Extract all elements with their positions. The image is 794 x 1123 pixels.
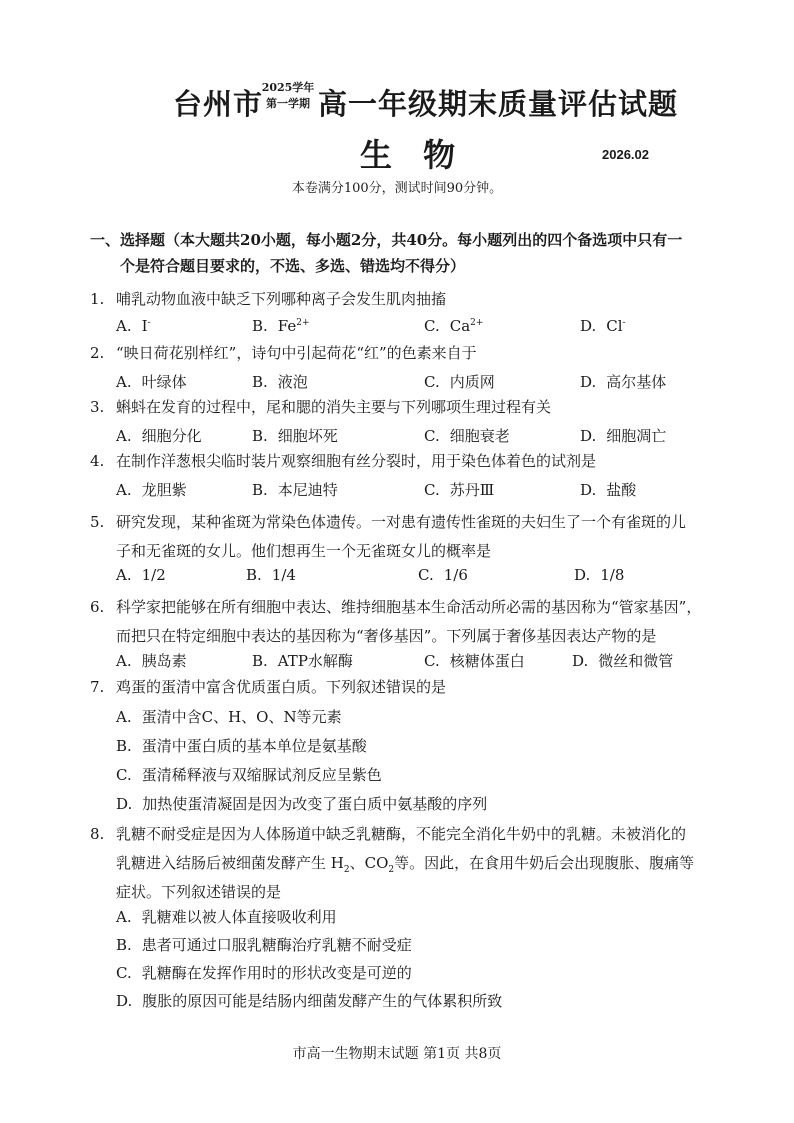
question-stem: 鸡蛋的蛋清中富含优质蛋白质。下列叙述错误的是 <box>116 678 447 696</box>
section-heading <box>90 227 720 279</box>
question-1 <box>90 289 720 309</box>
option-a: A. 蛋清中含C、H、O、N等元素 <box>116 708 342 726</box>
question-stem: “映日荷花别样红”，诗句中引起荷花“红”的色素来自于 <box>116 344 477 362</box>
option-c: C. $Ca^{2+}$ <box>424 317 484 335</box>
section-heading-line1: 一、选择题（本大题共20小题，每小题2分，共40分。每小题列出的四个备选项中只有一 <box>90 231 683 249</box>
question-number: 6. <box>90 598 105 616</box>
question-stem-line2: 子和无雀斑的女儿。他们想再生一个无雀斑女儿的概率是 <box>116 542 492 560</box>
option-c: C. 苏丹Ⅲ <box>424 481 495 499</box>
question-5 <box>90 508 720 566</box>
option-a: A. 1/2 <box>116 566 166 584</box>
option-b: B. 本尼迪特 <box>252 481 338 499</box>
question-stem-line2: 而把只在特定细胞中表达的基因称为“奢侈基因”。下列属于奢侈基因表达产物的是 <box>116 627 657 645</box>
option-b: B. $Fe^{2+}$ <box>252 317 310 335</box>
option-a: A. 乳糖难以被人体直接吸收利用 <box>116 908 337 926</box>
option-b: B. 细胞坏死 <box>252 427 338 445</box>
question-stem-line2: 乳糖进入结肠后被细菌发酵产生 $H_2$、$CO_2$等。因此，在食用牛奶后会出现腹胀、腹痛等 <box>116 854 695 875</box>
school-year: 2025学年 <box>261 81 315 94</box>
question-stem: 蝌蚪在发育的过程中，尾和腮的消失主要与下列哪项生理过程有关 <box>116 398 552 416</box>
option-d: D. 微丝和微管 <box>572 652 674 670</box>
exam-name: 高一年级期末质量评估试题 <box>318 87 679 121</box>
exam-title <box>0 80 794 130</box>
option-c: C. 乳糖酶在发挥作用时的形状改变是可逆的 <box>116 964 412 982</box>
question-7 <box>90 677 720 697</box>
question-stem-line1: 科学家把能够在所有细胞中表达、维持细胞基本生命活动所必需的基因称为“管家基因”， <box>116 598 702 616</box>
question-4 <box>90 451 720 471</box>
city-name: 台州市 <box>173 87 264 121</box>
question-stem-line1: 研究发现，某种雀斑为常染色体遗传。一对患有遗传性雀斑的夫妇生了一个有雀斑的儿 <box>116 513 687 531</box>
semester: 第一学期 <box>266 97 310 110</box>
question-2 <box>90 343 720 363</box>
option-c: C. 核糖体蛋白 <box>424 652 525 670</box>
option-a: A. I- <box>116 317 151 335</box>
option-b: B. 蛋清中蛋白质的基本单位是氨基酸 <box>116 737 367 755</box>
option-d: D. Cl- <box>580 317 626 335</box>
question-3 <box>90 397 720 417</box>
question-number: 2. <box>90 344 105 362</box>
option-a: A. 龙胆紫 <box>116 481 187 499</box>
question-number: 3. <box>90 398 105 416</box>
option-a: A. 细胞分化 <box>116 427 202 445</box>
option-c: C. 细胞衰老 <box>424 427 510 445</box>
exam-date: 2026.02 <box>602 147 649 162</box>
option-d: D. 高尔基体 <box>580 373 667 391</box>
question-stem: 在制作洋葱根尖临时装片观察细胞有丝分裂时，用于染色体着色的试剂是 <box>116 452 597 470</box>
question-8 <box>90 820 720 907</box>
option-b: B. 1/4 <box>246 566 296 584</box>
exam-note: 本卷满分100分，测试时间90分钟。 <box>291 181 503 196</box>
option-c: C. 内质网 <box>424 373 495 391</box>
question-number: 7. <box>90 678 105 696</box>
subject-title: 生 物 <box>360 136 466 174</box>
option-d: D. 腹胀的原因可能是结肠内细菌发酵产生的气体累积所致 <box>116 992 503 1010</box>
option-a: A. 叶绿体 <box>116 373 187 391</box>
option-d: D. 细胞凋亡 <box>580 427 667 445</box>
section-heading-line2: 个是符合题目要求的，不选、多选、错选均不得分） <box>120 257 466 275</box>
option-d: D. 1/8 <box>574 566 625 584</box>
page-footer: 市高一生物期末试题 第1页 共8页 <box>292 1046 502 1062</box>
option-d: D. 盐酸 <box>580 481 637 499</box>
option-c: C. 1/6 <box>418 566 468 584</box>
option-c: C. 蛋清稀释液与双缩脲试剂反应呈紫色 <box>116 766 382 784</box>
option-d: D. 加热使蛋清凝固是因为改变了蛋白质中氨基酸的序列 <box>116 795 488 813</box>
question-6 <box>90 593 720 651</box>
question-number: 1. <box>90 290 105 308</box>
option-b: B. 患者可通过口服乳糖酶治疗乳糖不耐受症 <box>116 936 412 954</box>
question-number: 4. <box>90 452 105 470</box>
question-stem-line3: 症状。下列叙述错误的是 <box>116 883 282 901</box>
option-b: B. ATP水解酶 <box>252 652 353 670</box>
school-term <box>260 80 316 112</box>
option-a: A. 胰岛素 <box>116 652 187 670</box>
question-stem: 哺乳动物血液中缺乏下列哪种离子会发生肌肉抽搐 <box>116 290 447 308</box>
question-stem-line1: 乳糖不耐受症是因为人体肠道中缺乏乳糖酶，不能完全消化牛奶中的乳糖。未被消化的 <box>116 825 687 843</box>
option-b: B. 液泡 <box>252 373 308 391</box>
question-number: 8. <box>90 825 105 843</box>
question-number: 5. <box>90 513 105 531</box>
